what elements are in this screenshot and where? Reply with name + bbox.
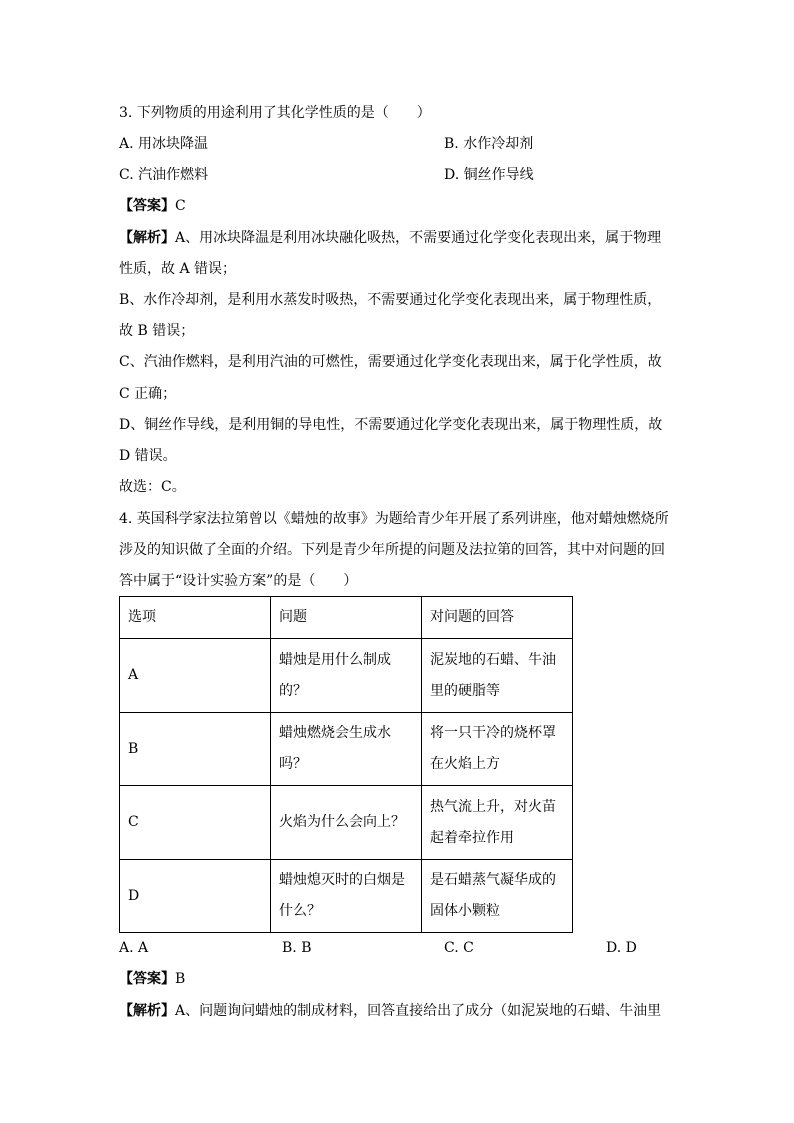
row-answer-line: 里的硬脂等 (430, 682, 500, 699)
row-answer (422, 786, 573, 860)
q4-choice-b: B. B (282, 940, 312, 956)
q3-analysis-line-8: D 错误。 (119, 448, 177, 464)
q3-option-a: A. 用冰块降温 (119, 136, 209, 152)
row-answer-line: 起着牵拉作用 (430, 829, 514, 846)
header-answer: 对问题的回答 (422, 597, 573, 639)
q4-stem-line-1: 4. 英国科学家法拉第曾以《蜡烛的故事》为题给青少年开展了系列讲座，他对蜡烛燃烧所 (119, 511, 669, 527)
q4-answer-tag: 【答案】 (119, 971, 175, 987)
row-question-line: 蜡烛熄灭时的白烟是 (279, 872, 405, 888)
row-question (271, 786, 422, 860)
row-question (271, 713, 422, 786)
q3-answer-tag: 【答案】 (119, 198, 175, 214)
q4-stem-line-2: 涉及的知识做了全面的介绍。下列是青少年所提的问题及法拉第的回答，其中对问题的回 (119, 542, 665, 558)
q4-choice-d: D. D (606, 940, 637, 956)
row-answer-line: 将一只干冷的烧杯罩 (430, 725, 556, 741)
row-answer-line: 在火焰上方 (430, 756, 500, 772)
q3-option-d: D. 铜丝作导线 (444, 167, 534, 183)
row-question (271, 639, 422, 713)
q3-analysis-line-9: 故选：C。 (119, 479, 186, 495)
q3-answer: C (175, 198, 186, 214)
q3-option-b: B. 水作冷却剂 (444, 136, 534, 152)
q4-analysis-line-1 (119, 1001, 661, 1021)
row-answer (422, 860, 573, 933)
q4-answer-line (119, 969, 185, 989)
q4-table (119, 596, 573, 933)
q3-analysis-line-6: C 正确； (119, 386, 177, 402)
row-answer-line: 固体小颗粒 (430, 903, 500, 919)
q3-answer-line (119, 196, 186, 216)
q3-analysis-line-2: 性质，故 A 错误； (119, 261, 237, 277)
q3-analysis-line-5: C、汽油作燃料，是利用汽油的可燃性，需要通过化学变化表现出来，属于化学性质，故 (119, 354, 662, 370)
row-question-line: 什么？ (279, 903, 321, 919)
header-option: 选项 (120, 597, 271, 639)
row-answer (422, 639, 573, 713)
q3-stem: 3. 下列物质的用途利用了其化学性质的是（ ） (119, 105, 431, 121)
row-answer-line: 是石蜡蒸气凝华成的 (430, 872, 556, 888)
q4-analysis-tag: 【解析】 (119, 1003, 175, 1019)
header-question: 问题 (271, 597, 422, 639)
q3-option-c: C. 汽油作燃料 (119, 167, 209, 183)
q3-analysis-line-3: B、水作冷却剂，是利用水蒸发时吸热，不需要通过化学变化表现出来，属于物理性质， (119, 292, 662, 308)
row-option: A (120, 639, 271, 713)
table-row (120, 713, 573, 786)
table-header-row (120, 597, 573, 639)
row-question (271, 860, 422, 933)
row-question-line: 蜡烛燃烧会生成水 (279, 725, 391, 741)
q3-analysis-tag: 【解析】 (119, 230, 175, 246)
q3-analysis-line-7: D、铜丝作导线，是利用铜的导电性，不需要通过化学变化表现出来，属于物理性质，故 (119, 417, 663, 433)
q4-stem-line-3: 答中属于“设计实验方案”的是（ ） (119, 573, 358, 589)
row-option: C (120, 786, 271, 860)
table-row (120, 860, 573, 933)
table-row (120, 639, 573, 713)
row-answer-line: 热气流上升，对火苗 (430, 798, 556, 815)
row-question-line: 的？ (279, 682, 307, 699)
q4-analysis-text: A、问题询问蜡烛的制成材料，回答直接给出了成分（如泥炭地的石蜡、牛油里 (175, 1003, 662, 1019)
row-question-line: 吗？ (279, 756, 307, 772)
q3-analysis-line-1 (119, 228, 661, 248)
row-question-line: 蜡烛是用什么制成 (279, 651, 391, 668)
q3-analysis-line-4: 故 B 错误； (119, 323, 195, 339)
q4-choice-a: A. A (119, 940, 149, 956)
row-option: D (120, 860, 271, 933)
q4-choice-c: C. C (444, 940, 474, 956)
row-answer-line: 泥炭地的石蜡、牛油 (430, 651, 556, 668)
row-option: B (120, 713, 271, 786)
table-row (120, 786, 573, 860)
row-question-line: 火焰为什么会向上？ (279, 814, 405, 830)
q4-answer: B (175, 971, 186, 987)
row-answer (422, 713, 573, 786)
q3-analysis-text: A、用冰块降温是利用冰块融化吸热，不需要通过化学变化表现出来，属于物理 (175, 230, 662, 246)
